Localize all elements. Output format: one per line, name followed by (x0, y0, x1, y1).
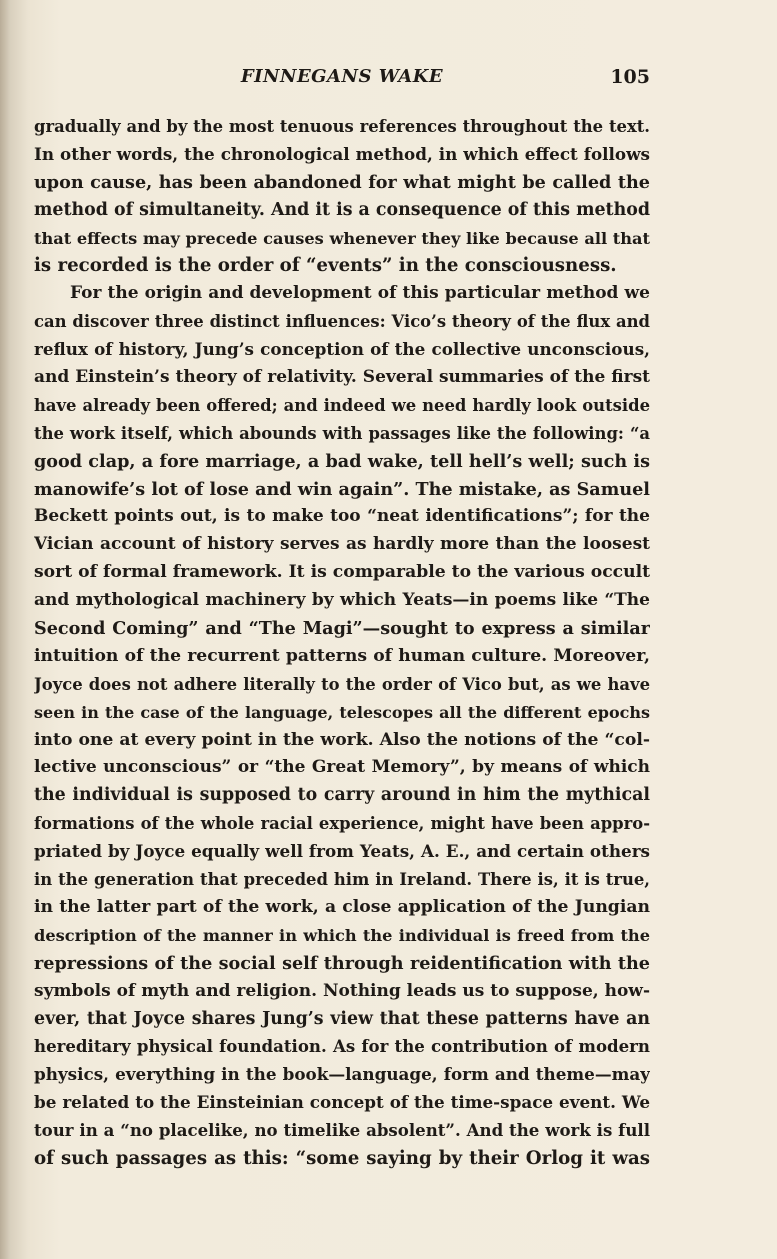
text-line: and mythological machinery by which Yeats—in poems like “The (34, 590, 650, 611)
text-line: sort of formal framework. It is comparable to the various occult (34, 562, 650, 583)
text-line: in the latter part of the work, a close application of the Jungian (34, 896, 650, 917)
text-line: is recorded is the order of “events” in the consciousness. (34, 255, 617, 277)
text-line: seen in the case of the language, telescopes all the different epochs (34, 702, 650, 722)
text-line: and Einstein’s theory of relativity. Several summaries of the first (34, 367, 650, 388)
text-line: In other words, the chronological method, in which effect follows (34, 143, 650, 164)
text-line: be related to the Einsteinian concept of the time-space event. We (34, 1092, 650, 1113)
text-line: Joyce does not adhere literally to the order of Vico but, as we have (34, 674, 650, 694)
text-line: priated by Joyce equally well from Yeats, A. E., and certain others (34, 841, 650, 862)
text-line: description of the manner in which the individual is freed from the (34, 925, 650, 945)
paragraph-start-line: For the origin and development of this particular method we (70, 283, 650, 304)
text-line: good clap, a fore marriage, a bad wake, tell hell’s well; such is (34, 450, 650, 472)
text-line: have already been offered; and indeed we need hardly look outside (34, 395, 650, 415)
text-line: upon cause, has been abandoned for what might be called the (34, 171, 650, 193)
text-line: Vician account of history serves as hardly more than the loosest (34, 534, 650, 555)
text-line: the work itself, which abounds with passages like the following: “a (34, 423, 650, 443)
text-line: tour in a “no placelike, no timelike absolent”. And the work is full (34, 1120, 650, 1141)
text-line: Beckett points out, is to make too “neat identifications”; for the (34, 506, 650, 527)
text-line: in the generation that preceded him in Ireland. There is, it is true, (34, 870, 650, 890)
text-line: symbols of myth and religion. Nothing leads us to suppose, how- (34, 980, 650, 1001)
text-line: formations of the whole racial experience, might have been appro- (34, 814, 650, 834)
text-line: manowife’s lot of lose and win again”. The mistake, as Samuel (34, 478, 650, 500)
text-line: into one at every point in the work. Also the notions of the “col- (34, 729, 650, 750)
text-line: Second Coming” and “The Magi”—sought to express a similar (34, 618, 650, 640)
body-text (34, 113, 650, 1173)
page-header (34, 66, 650, 90)
text-line: the individual is supposed to carry around in him the mythical (34, 785, 650, 806)
page-number: 105 (610, 66, 650, 88)
text-line: of such passages as this: “some saying by their Orlog it was (34, 1147, 650, 1169)
text-line: method of simultaneity. And it is a consequence of this method (34, 199, 650, 220)
text-line: hereditary physical foundation. As for the contribution of modern (34, 1036, 650, 1057)
text-line: can discover three distinct influences: Vico’s theory of the flux and (34, 312, 650, 332)
text-line: reflux of history, Jung’s conception of the collective unconscious, (34, 339, 650, 360)
text-line: lective unconscious” or “the Great Memory”, by means of which (34, 757, 650, 778)
running-title: FINNEGANS WAKE (240, 66, 444, 87)
text-line: physics, everything in the book—language, form and theme—may (34, 1064, 650, 1085)
text-line: that effects may precede causes whenever they like because all that (34, 228, 650, 248)
text-line: ever, that Joyce shares Jung’s view that these patterns have an (34, 1008, 650, 1029)
text-line: intuition of the recurrent patterns of human culture. Moreover, (34, 645, 650, 666)
text-line: repressions of the social self through reidentification with the (34, 952, 650, 974)
text-line: gradually and by the most tenuous references throughout the text. (34, 117, 650, 136)
